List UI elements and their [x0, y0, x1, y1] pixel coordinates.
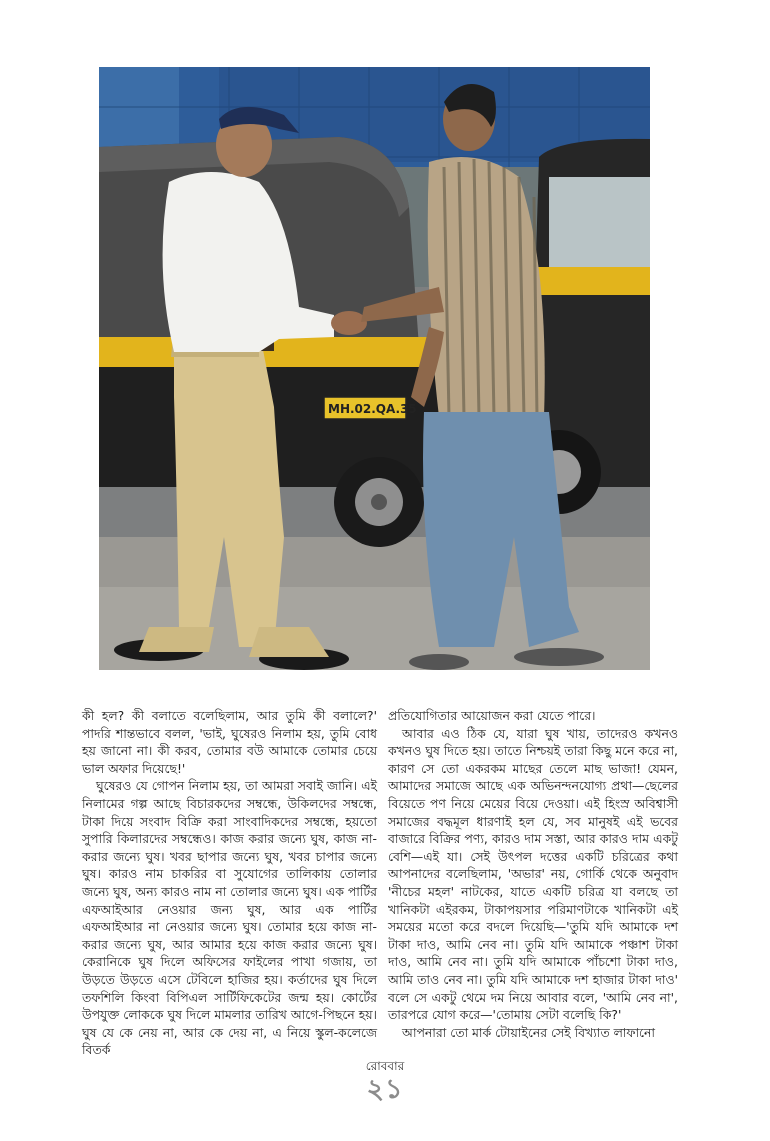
paragraph: আপনারা তো মার্ক টোয়াইনের সেই বিখ্যাত লাফানো: [402, 1024, 656, 1040]
article-photo: [99, 67, 650, 670]
paragraph: ঘুষেরও যে গোপন নিলাম হয়, তা আমরা সবাই জানি। এই নিলামের গল্প আছে বিচারকদের সম্বন্ধে, উকিলদের সম্বন্ধে, টাকা দিয়ে সংবাদ বিক্রি করা সাংবাদিকদের সম্বন্ধে, হয়তো সুপারি কিলারদের সম্বন্ধেও। কাজ করার জন্যে ঘুষ, কাজ না-করার জন্যে ঘুষ। খবর ছাপার জন্যে ঘুষ, খবর চাপার জন্যে ঘুষ। কারও নাম চাকরির বা সুযোগের তালিকায় তোলার জন্যে ঘুষ, অন্য কারও নাম না তোলার জন্যে ঘুষ। এক পার্টির এফআইআর নেওয়ার জন্য ঘুষ, আর এক পার্টির এফআইআর না নেওয়ার জন্যে ঘুষ। তোমার হয়ে কাজ না-করার জন্যে ঘুষ, আর আমার হয়ে কাজ করার জন্যে ঘুষ। কেরানিকে ঘুষ দিলে অফিসের ফাইলের পাখা গজায়, তা উড়তে উড়তে এসে টেবিলে হাজির হয়। কর্তাদের ঘুষ দিলে তফশিলি কিংবা বিপিএল সার্টিফিকেটের জন্ম হয়। কোর্টের উপযুক্ত লোককে ঘুষ দিলে মামলার তারিখ আগে-পিছনে হয়। ঘুষ যে কে নেয় না, আর কে দেয় না, এ নিয়ে স্কুল-কলেজে বিতর্ক: [82, 778, 377, 1058]
paragraph: কী হল? কী বলাতে বলেছিলাম, আর তুমি কী বলালে?' পাদরি শান্তভাবে বলল, 'ভাই, ঘুষেরও নিলাম হয়, তুমি বোধ হয় জানো না। কী করব, তোমার বউ আমাকে তোমার চেয়ে ভাল অফার দিয়েছে!': [82, 708, 377, 776]
magazine-name: রোববার: [365, 1059, 405, 1073]
article-column-left: [82, 707, 377, 1059]
page-number: ২১: [366, 1074, 404, 1105]
number-plate-text: MH.02.QA.35: [328, 402, 417, 416]
paragraph: প্রতিযোগিতার আয়োজন করা যেতে পারে।: [388, 708, 596, 723]
article-column-right: [388, 707, 678, 1041]
paragraph: আবার এও ঠিক যে, যারা ঘুষ খায়, তাদেরও কখনও কখনও ঘুষ দিতে হয়। তাতে নিশ্চয়ই তারা কিছু মনে করে না, কারণ সে তো একরকম মাছের তেলে মাছ ভাজা! যেমন, আমাদের সমাজে আছে এক অভিনন্দনযোগ্য প্রথা—ছেলের বিয়েতে পণ নিয়ে মেয়ের বিয়ে দেওয়া। এই হিংস্র অবিশ্বাসী সমাজের বদ্ধমূল ধারণাই হল যে, সব মানুষই এই ভবের বাজারে বিক্রির পণ্য, কারও দাম সস্তা, আর কারও দাম একটু বেশি—এই যা। সেই উৎপল দত্তের একটি চরিত্রের কথা আপনাদের বলেছিলাম, 'অভার' নয়, গোর্কি থেকে অনুবাদ 'নীচের মহল' নাটকের, যাতে একটি চরিত্র যা বলছে তা খানিকটা এইরকম, টাকাপয়সার পরিমাণটাকে খানিকটা এই সময়ের মতো করে বদলে দিয়েছি—'তুমি যদি আমাকে দশ টাকা দাও, আমি নেব না। তুমি যদি আমাকে পঞ্চাশ টাকা দাও, আমি নেব না। তুমি যদি আমাকে পাঁচশো টাকা দাও, আমি তাও নেব না। তুমি যদি আমাকে দশ হাজার টাকা দাও' বলে সে একটু থেমে দম নিয়ে আবার বলে, 'আমি নেব না', তারপরে যোগ করে—'তোমায় সেটা বলেছি কি?': [388, 725, 678, 1023]
